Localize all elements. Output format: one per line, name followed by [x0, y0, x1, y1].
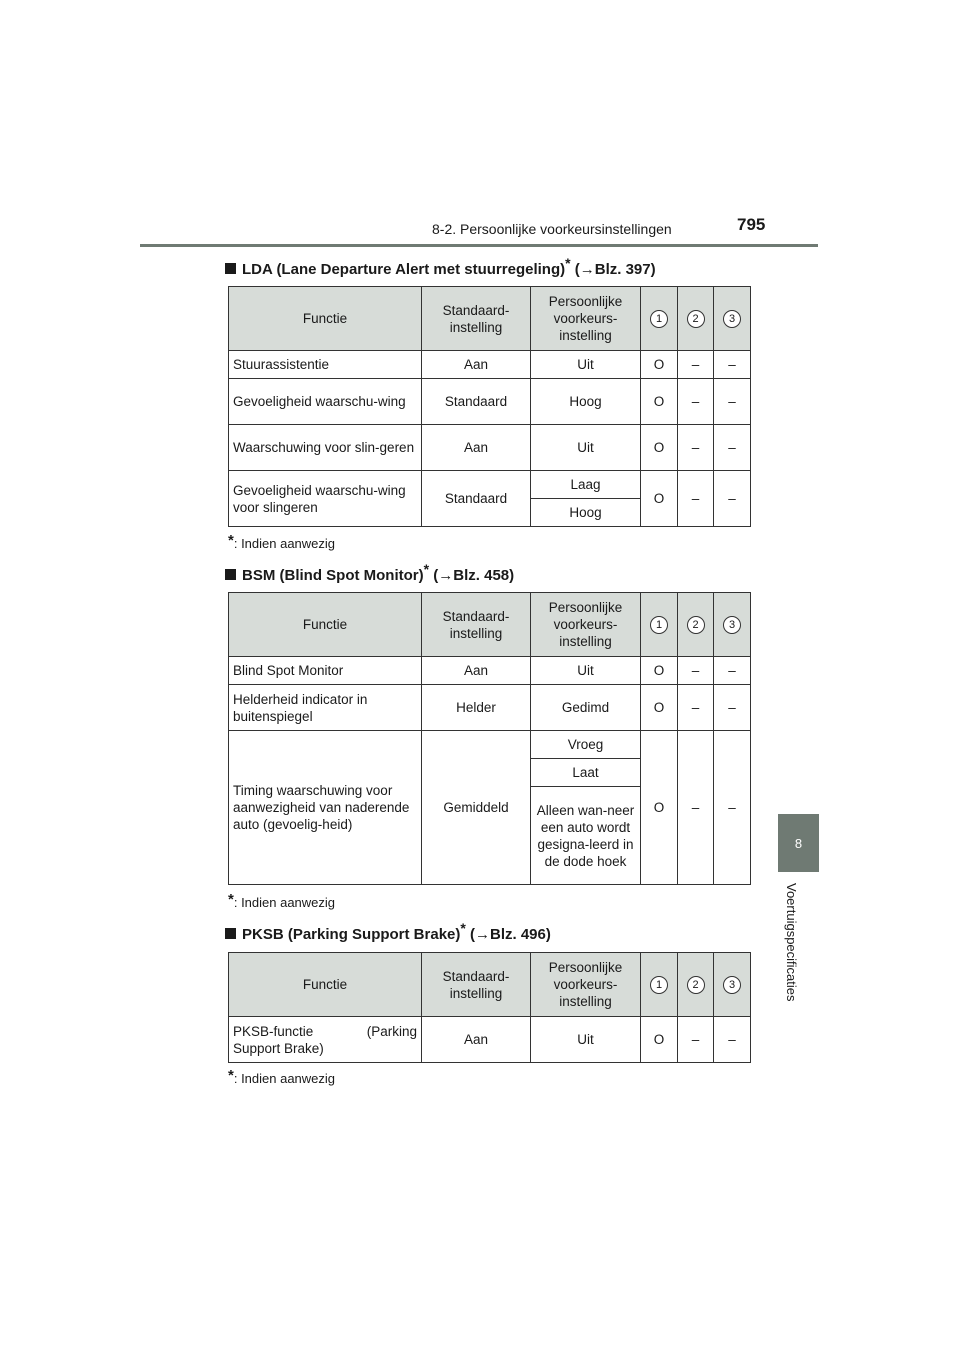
table-header-row — [229, 287, 751, 351]
cell-functie: Stuurassistentie — [229, 351, 422, 379]
col-3 — [714, 287, 751, 351]
table-row — [229, 731, 751, 759]
cell-persoonlijk: Uit — [531, 1017, 641, 1063]
section-heading-lda — [225, 255, 656, 278]
cell-c1: O — [641, 425, 678, 471]
col-2 — [678, 287, 714, 351]
col-persoonlijk: Persoonlijke voorkeurs-instelling — [531, 287, 641, 351]
col-3 — [714, 593, 751, 657]
cell-standaard: Aan — [422, 1017, 531, 1063]
col-standaard: Standaard-instelling — [422, 953, 531, 1017]
cell-standaard: Standaard — [422, 471, 531, 527]
col-standaard: Standaard-instelling — [422, 287, 531, 351]
arrow-right-icon: → — [438, 567, 454, 584]
cell-c1: O — [641, 471, 678, 527]
col-standaard: Standaard-instelling — [422, 593, 531, 657]
cell-c2: – — [678, 1017, 714, 1063]
cell-c3: – — [714, 685, 751, 731]
circled-1-icon: 1 — [650, 976, 668, 994]
asterisk-mark: * — [228, 891, 234, 908]
table-row — [229, 471, 751, 499]
cell-persoonlijk-option: Alleen wan-neer een auto wordt gesigna-leerd in de dode hoek — [531, 787, 641, 885]
circled-3-icon: 3 — [723, 616, 741, 634]
col-2 — [678, 953, 714, 1017]
cell-functie: Gevoeligheid waarschu-wing — [229, 379, 422, 425]
cell-c2: – — [678, 351, 714, 379]
page-reference: Blz. 458) — [453, 567, 515, 584]
circled-2-icon: 2 — [687, 976, 705, 994]
circled-2-icon: 2 — [687, 616, 705, 634]
table-row — [229, 685, 751, 731]
cell-persoonlijk: Gedimd — [531, 685, 641, 731]
cell-c2: – — [678, 379, 714, 425]
cell-c3: – — [714, 1017, 751, 1063]
circled-3-icon: 3 — [723, 310, 741, 328]
section-title: PKSB (Parking Support Brake) — [242, 926, 461, 943]
footnote-text: : Indien aanwezig — [233, 895, 336, 910]
cell-c2: – — [678, 685, 714, 731]
chapter-tab — [778, 814, 819, 872]
cell-standaard: Aan — [422, 351, 531, 379]
cell-standaard: Aan — [422, 657, 531, 685]
header-rule — [140, 244, 818, 247]
cell-persoonlijk: Hoog — [531, 379, 641, 425]
square-bullet-icon — [225, 569, 236, 580]
col-persoonlijk: Persoonlijke voorkeurs-instelling — [531, 593, 641, 657]
ref-open: ( — [429, 567, 439, 584]
bsm-table — [228, 592, 751, 885]
arrow-right-icon: → — [475, 926, 490, 943]
cell-persoonlijk: Uit — [531, 351, 641, 379]
table-row — [229, 657, 751, 685]
cell-c1: O — [641, 1017, 678, 1063]
table-row — [229, 425, 751, 471]
cell-c1: O — [641, 731, 678, 885]
lda-table — [228, 286, 751, 527]
asterisk-mark: * — [228, 532, 234, 549]
cell-functie: Blind Spot Monitor — [229, 657, 422, 685]
cell-standaard: Helder — [422, 685, 531, 731]
cell-c3: – — [714, 425, 751, 471]
circled-2-icon: 2 — [687, 310, 705, 328]
col-3 — [714, 953, 751, 1017]
col-1 — [641, 593, 678, 657]
table-row — [229, 379, 751, 425]
col-1 — [641, 953, 678, 1017]
footnote-text: : Indien aanwezig — [233, 1071, 336, 1086]
cell-persoonlijk: Uit — [531, 657, 641, 685]
section-title: LDA (Lane Departure Alert met stuurregeling) — [242, 261, 566, 278]
page-reference: Blz. 397) — [594, 261, 656, 278]
circled-1-icon: 1 — [650, 616, 668, 634]
col-functie: Functie — [229, 287, 422, 351]
page-header-title: 8-2. Persoonlijke voorkeursinstellingen — [432, 221, 672, 237]
ref-open: ( — [570, 261, 580, 278]
cell-c3: – — [714, 471, 751, 527]
cell-functie: Gevoeligheid waarschu-wing voor slingeren — [229, 471, 422, 527]
chapter-number: 8 — [794, 835, 803, 851]
cell-persoonlijk-option: Hoog — [531, 499, 641, 527]
table-row — [229, 1017, 751, 1063]
cell-standaard: Aan — [422, 425, 531, 471]
footnote-text: : Indien aanwezig — [233, 536, 336, 551]
cell-c2: – — [678, 471, 714, 527]
cell-c3: – — [714, 379, 751, 425]
asterisk-mark: * — [423, 561, 430, 577]
section-heading-bsm — [225, 561, 514, 584]
cell-functie: Helderheid indicator in buitenspiegel — [229, 685, 422, 731]
cell-persoonlijk-option: Vroeg — [531, 731, 641, 759]
asterisk-mark: * — [565, 255, 571, 271]
table-header-row — [229, 593, 751, 657]
cell-persoonlijk-option: Laat — [531, 759, 641, 787]
asterisk-mark: * — [460, 920, 466, 936]
footnote — [228, 891, 335, 910]
col-functie: Functie — [229, 593, 422, 657]
cell-standaard: Gemiddeld — [422, 731, 531, 885]
page-reference: Blz. 496) — [490, 926, 551, 943]
cell-c1: O — [641, 379, 678, 425]
cell-c2: – — [678, 425, 714, 471]
section-title: BSM (Blind Spot Monitor) — [242, 567, 424, 584]
cell-functie: Waarschuwing voor slin-geren — [229, 425, 422, 471]
col-persoonlijk: Persoonlijke voorkeurs-instelling — [531, 953, 641, 1017]
circled-3-icon: 3 — [723, 976, 741, 994]
section-heading-pksb — [225, 920, 551, 943]
cell-persoonlijk: Uit — [531, 425, 641, 471]
pksb-table — [228, 952, 751, 1063]
cell-functie: PKSB-functie (Parking Support Brake) — [229, 1017, 422, 1063]
cell-c2: – — [678, 731, 714, 885]
col-1 — [641, 287, 678, 351]
cell-persoonlijk-option: Laag — [531, 471, 641, 499]
table-header-row — [229, 953, 751, 1017]
cell-standaard: Standaard — [422, 379, 531, 425]
cell-c1: O — [641, 351, 678, 379]
circled-1-icon: 1 — [650, 310, 668, 328]
square-bullet-icon — [225, 928, 236, 939]
page-number: 795 — [737, 215, 766, 234]
cell-c3: – — [714, 657, 751, 685]
chapter-label: Voertuigspecificaties — [784, 883, 799, 1002]
cell-c2: – — [678, 657, 714, 685]
footnote — [228, 532, 335, 551]
table-row — [229, 351, 751, 379]
cell-functie: Timing waarschuwing voor aanwezigheid van naderende auto (gevoelig-heid) — [229, 731, 422, 885]
cell-c1: O — [641, 657, 678, 685]
footnote — [228, 1067, 335, 1086]
cell-c3: – — [714, 731, 751, 885]
square-bullet-icon — [225, 263, 236, 274]
cell-c1: O — [641, 685, 678, 731]
arrow-right-icon: → — [579, 261, 595, 278]
asterisk-mark: * — [228, 1067, 234, 1084]
ref-open: ( — [465, 926, 475, 943]
col-2 — [678, 593, 714, 657]
col-functie: Functie — [229, 953, 422, 1017]
cell-c3: – — [714, 351, 751, 379]
